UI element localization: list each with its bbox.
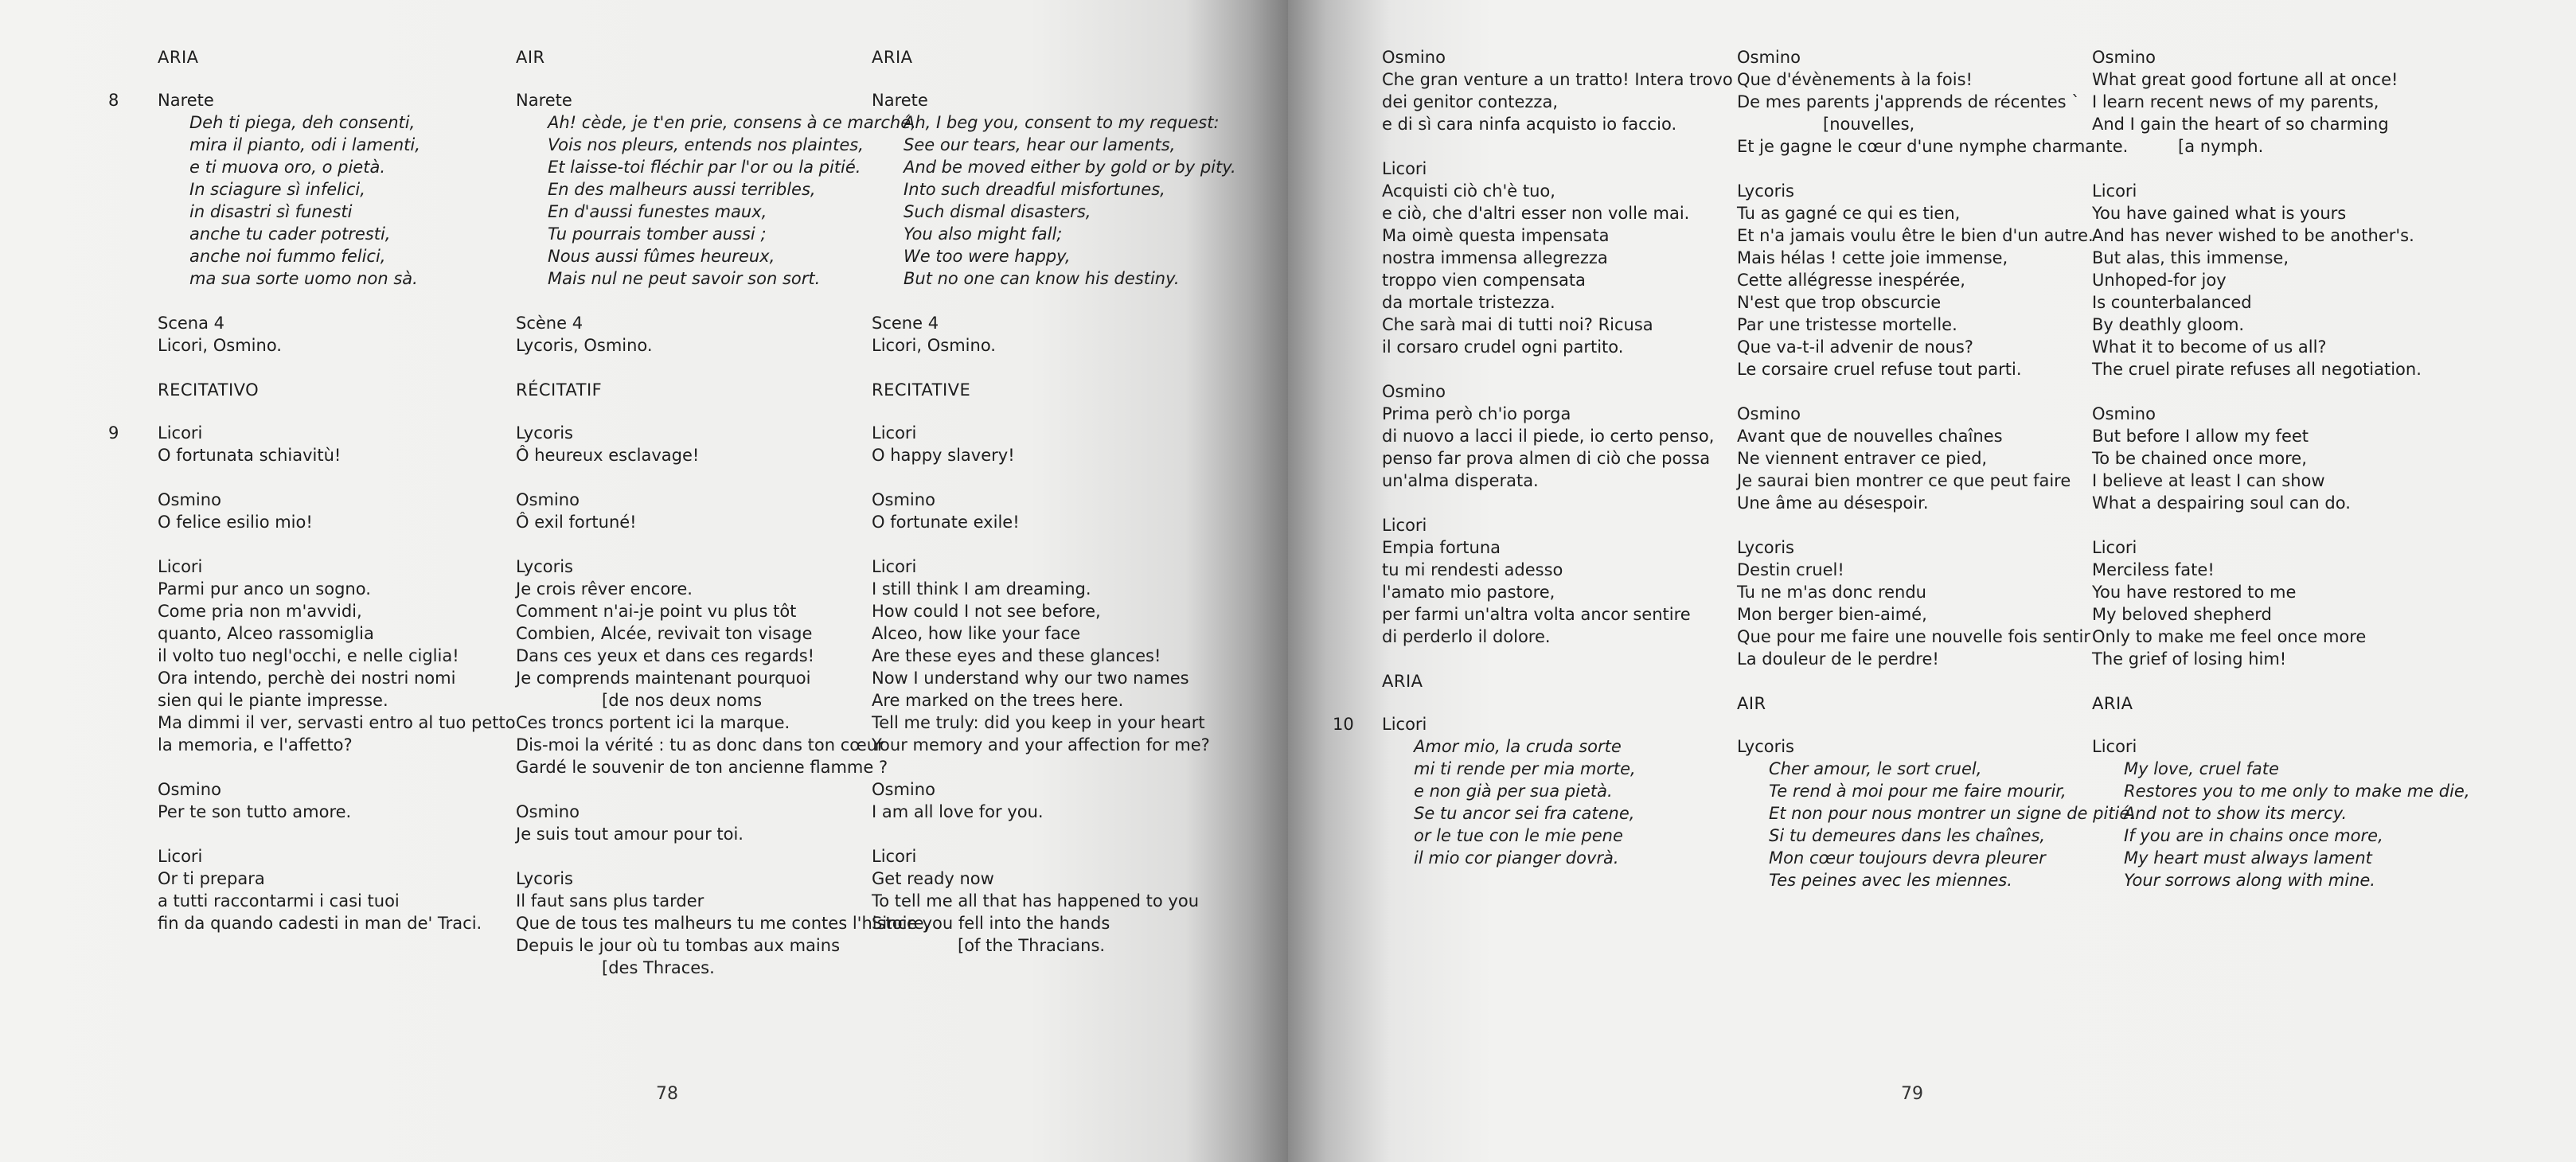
verse-line: Depuis le jour où tu tombas aux mains: [516, 936, 841, 955]
verse-line: Ah! cède, je t'en prie, consens à ce marché,: [548, 113, 916, 132]
verse-line: [of the Thracians.: [958, 936, 1106, 955]
speech-block: [1737, 536, 2091, 670]
verse-line: My love, cruel fate: [2124, 759, 2279, 778]
speech-block: [872, 556, 1246, 756]
verse-line: O happy slavery!: [872, 446, 1015, 465]
speaker-name: Lycoris: [1737, 737, 1795, 756]
verse-line: Mais hélas ! cette joie immense,: [1737, 248, 2008, 267]
verse-line: Cher amour, le sort cruel,: [1769, 759, 1982, 778]
verse-line: Ne viennent entraver ce pied,: [1737, 449, 1988, 468]
speaker-name: Licori: [158, 557, 203, 576]
speech-block: [1382, 46, 1733, 135]
verse-line: or le tue con le mie pene: [1414, 826, 1623, 845]
verse-line: Destin cruel!: [1737, 560, 1844, 579]
speech-block: [516, 868, 930, 979]
verse-line: Et n'a jamais voulu être le bien d'un autre.: [1737, 226, 2094, 245]
section-heading: ARIA: [2092, 694, 2133, 713]
speaker-name: Licori: [872, 557, 917, 576]
verse-line: O felice esilio mio!: [158, 513, 313, 532]
speech-block: [516, 422, 866, 466]
verse-line: La douleur de le perdre!: [1737, 649, 1939, 669]
verse-line: Deh ti piega, deh consenti,: [189, 113, 416, 132]
verse-line: da mortale tristezza.: [1382, 293, 1555, 312]
verse-line: You have restored to me: [2092, 583, 2297, 602]
verse-line: Your sorrows along with mine.: [2124, 871, 2375, 890]
verse-line: My beloved shepherd: [2092, 605, 2272, 624]
speaker-name: Licori: [2092, 538, 2137, 557]
speaker-name: Lycoris: [516, 557, 574, 576]
verse-line: N'est que trop obscurcie: [1737, 293, 1942, 312]
scene-block: [516, 312, 866, 357]
verse-line: Ma oimè questa impensata: [1382, 226, 1610, 245]
verse-line: Mon berger bien-aimé,: [1737, 605, 1927, 624]
verse-line: Che sarà mai di tutti noi? Ricusa: [1382, 315, 1653, 334]
speaker-name: Licori: [1382, 715, 1427, 734]
verse-line: l'amato mio pastore,: [1382, 583, 1555, 602]
verse-line: Nous aussi fûmes heureux,: [548, 247, 775, 266]
verse-line: Le corsaire cruel refuse tout parti.: [1737, 360, 2022, 379]
section-heading: RECITATIVO: [158, 380, 260, 400]
verse-line: la memoria, e l'affetto?: [158, 735, 353, 755]
verse-line: I am all love for you.: [872, 802, 1044, 821]
speaker-name: Licori: [872, 423, 917, 443]
speech-block: [872, 489, 1246, 533]
section-heading: ARIA: [872, 48, 913, 67]
speech-block: [872, 422, 1246, 466]
verse-line: Te rend à moi pour me faire mourir,: [1769, 782, 2067, 801]
verse-line: [des Thraces.: [602, 958, 715, 977]
verse-line: penso far prova almen di ciò che possa: [1382, 449, 1711, 468]
track-number: 8: [108, 91, 119, 110]
section-heading: ARIA: [158, 48, 199, 67]
speech-block: [2092, 46, 2466, 158]
verse-line: Licori, Osmino.: [872, 336, 996, 355]
column-italian: [1333, 46, 1733, 891]
verse-line: [de nos deux noms: [602, 691, 763, 710]
speech-block: [2092, 536, 2466, 670]
verse-line: quanto, Alceo rassomiglia: [158, 624, 374, 643]
verse-line: nostra immensa allegrezza: [1382, 248, 1608, 267]
verse-line: Tes peines avec les miennes.: [1769, 871, 2012, 890]
verse-line: Et je gagne le cœur d'une nymphe charmante.: [1737, 137, 2129, 156]
verse-line: Acquisti ciò ch'è tuo,: [1382, 181, 1555, 201]
verse-line: Come pria non m'avvidi,: [158, 602, 362, 621]
verse-line: il corsaro crudel ogni partito.: [1382, 337, 1624, 357]
verse-line: Tu as gagné ce qui es tien,: [1737, 204, 1961, 223]
speech-block: [158, 845, 500, 934]
speech-block: [872, 778, 1246, 823]
verse-line: Ma dimmi il ver, servasti entro al tuo petto: [158, 713, 516, 732]
speaker-name: Licori: [158, 847, 203, 866]
verse-line: [a nymph.: [2178, 137, 2264, 156]
verse-line: Une âme au désespoir.: [1737, 493, 1929, 513]
section-heading: RECITATIVE: [872, 380, 971, 400]
speaker-name: Osmino: [872, 490, 935, 509]
track-number: 10: [1333, 715, 1354, 734]
verse-line: I believe at least I can show: [2092, 471, 2325, 490]
verse-line: En d'aussi funestes maux,: [548, 202, 767, 221]
verse-line: And has never wished to be another's.: [2092, 226, 2414, 245]
verse-line: De mes parents j'apprends de récentes `: [1737, 92, 2080, 111]
speech-block: [108, 89, 500, 290]
verse-line: anche tu cader potresti,: [189, 224, 391, 244]
verse-line: Je crois rêver encore.: [516, 579, 693, 599]
verse-line: Que va-t-il advenir de nous?: [1737, 337, 1973, 357]
verse-line: Now I understand why our two names: [872, 669, 1189, 688]
verse-line: Ora intendo, perchè dei nostri nomi: [158, 669, 456, 688]
verse-line: Il faut sans plus tarder: [516, 891, 704, 910]
verse-line: And I gain the heart of so charming: [2092, 115, 2389, 134]
verse-line: Merciless fate!: [2092, 560, 2215, 579]
verse-line: Lycoris, Osmino.: [516, 336, 653, 355]
verse-line: To tell me all that has happened to you: [872, 891, 1199, 910]
verse-line: dei genitor contezza,: [1382, 92, 1558, 111]
speaker-name: Osmino: [158, 780, 221, 799]
scene-block: [158, 312, 500, 357]
verse-line: Que d'évènements à la fois!: [1737, 70, 1973, 89]
verse-line: Vois nos pleurs, entends nos plaintes,: [548, 135, 864, 154]
verse-line: Licori, Osmino.: [158, 336, 282, 355]
verse-line: Mon cœur toujours devra pleurer: [1769, 848, 2046, 868]
speech-block: [108, 422, 500, 466]
verse-line: Gardé le souvenir de ton ancienne flamme ?: [516, 758, 888, 777]
verse-line: Is counterbalanced: [2092, 293, 2252, 312]
verse-line: But no one can know his destiny.: [904, 269, 1180, 288]
verse-line: What it to become of us all?: [2092, 337, 2327, 357]
section-heading: RÉCITATIF: [516, 380, 603, 400]
verse-line: Dans ces yeux et dans ces regards!: [516, 646, 815, 665]
column-english: [872, 46, 1246, 979]
verse-line: Et laisse-toi fléchir par l'or ou la pitié.: [548, 158, 861, 177]
verse-line: O fortunate exile!: [872, 513, 1020, 532]
verse-line: Your memory and your affection for me?: [872, 735, 1210, 755]
verse-line: En des malheurs aussi terribles,: [548, 180, 816, 199]
verse-line: Scène 4: [516, 314, 584, 333]
page-number: 79: [1901, 1084, 1923, 1104]
verse-line: The cruel pirate refuses all negotiation.: [2092, 360, 2422, 379]
speaker-name: Osmino: [1737, 48, 1801, 67]
verse-line: Je saurai bien montrer ce que peut faire: [1737, 471, 2071, 490]
verse-line: il mio cor pianger dovrà.: [1414, 848, 1619, 868]
verse-line: Alceo, how like your face: [872, 624, 1081, 643]
verse-line: Avant que de nouvelles chaînes: [1737, 427, 2003, 446]
verse-line: See our tears, hear our laments,: [904, 135, 1176, 154]
verse-line: You have gained what is yours: [2092, 204, 2347, 223]
verse-line: Amor mio, la cruda sorte: [1414, 737, 1622, 756]
speech-block: [516, 89, 916, 290]
verse-line: How could I not see before,: [872, 602, 1101, 621]
column-english: [2092, 46, 2470, 914]
verse-line: Que pour me faire une nouvelle fois sentir: [1737, 627, 2091, 646]
speech-block: [872, 845, 1246, 957]
verse-line: a tutti raccontarmi i casi tuoi: [158, 891, 400, 910]
verse-line: e di sì cara ninfa acquisto io faccio.: [1382, 115, 1677, 134]
verse-line: Are marked on the trees here.: [872, 691, 1124, 710]
verse-line: e non già per sua pietà.: [1414, 782, 1613, 801]
verse-line: Dis-moi la vérité : tu as donc dans ton cœur: [516, 735, 884, 755]
speech-block: [516, 489, 866, 533]
verse-line: Only to make me feel once more: [2092, 627, 2367, 646]
verse-line: Par une tristesse mortelle.: [1737, 315, 1957, 334]
verse-line: Empia fortuna: [1382, 538, 1501, 557]
speech-block: [2092, 180, 2466, 380]
verse-line: What a despairing soul can do.: [2092, 493, 2351, 513]
verse-line: What great good fortune all at once!: [2092, 70, 2398, 89]
verse-line: Scena 4: [158, 314, 225, 333]
speech-block: [1333, 713, 1724, 869]
verse-line: Since you fell into the hands: [872, 914, 1110, 933]
verse-line: But alas, this immense,: [2092, 248, 2289, 267]
speech-block: [2092, 403, 2466, 514]
verse-line: Are these eyes and these glances!: [872, 646, 1161, 665]
verse-line: un'alma disperata.: [1382, 471, 1539, 490]
speaker-name: Osmino: [1382, 382, 1446, 401]
verse-line: mi ti rende per mia morte,: [1414, 759, 1636, 778]
verse-line: And not to show its mercy.: [2124, 804, 2348, 823]
speech-block: [872, 89, 1246, 290]
verse-line: mira il pianto, odi i lamenti,: [189, 135, 420, 154]
verse-line: il volto tuo negl'occhi, e nelle ciglia!: [158, 646, 459, 665]
verse-line: Et non pour nous montrer un signe de pitié.: [1769, 804, 2135, 823]
verse-line: Parmi pur anco un sogno.: [158, 579, 371, 599]
speaker-name: Lycoris: [1737, 538, 1795, 557]
speaker-name: Osmino: [516, 490, 580, 509]
verse-line: I learn recent news of my parents,: [2092, 92, 2379, 111]
speaker-name: Narete: [872, 91, 928, 110]
speaker-name: Osmino: [1382, 48, 1446, 67]
speaker-name: Lycoris: [1737, 181, 1795, 201]
speaker-name: Osmino: [2092, 48, 2156, 67]
verse-line: di perderlo il dolore.: [1382, 627, 1551, 646]
speech-block: [1737, 180, 2094, 380]
speaker-name: Osmino: [2092, 404, 2156, 423]
speech-block: [158, 556, 516, 756]
speaker-name: Narete: [516, 91, 572, 110]
speech-block: [1382, 514, 1724, 648]
verse-line: e ti muova oro, o pietà.: [189, 158, 385, 177]
verse-line: Tu ne m'as donc rendu: [1737, 583, 1926, 602]
verse-line: Prima però ch'io porga: [1382, 404, 1571, 423]
verse-line: Comment n'ai-je point vu plus tôt: [516, 602, 797, 621]
speaker-name: Lycoris: [516, 869, 574, 888]
verse-line: Per te son tutto amore.: [158, 802, 352, 821]
speaker-name: Licori: [2092, 181, 2137, 201]
verse-line: di nuovo a lacci il piede, io certo penso,: [1382, 427, 1715, 446]
speaker-name: Licori: [1382, 516, 1427, 535]
verse-line: [nouvelles,: [1823, 115, 1915, 134]
speaker-name: Osmino: [516, 802, 580, 821]
verse-line: Into such dreadful misfortunes,: [904, 180, 1165, 199]
verse-line: Ô exil fortuné!: [516, 513, 637, 532]
verse-line: Scene 4: [872, 314, 939, 333]
verse-line: If you are in chains once more,: [2124, 826, 2383, 845]
speaker-name: Licori: [1382, 159, 1427, 178]
verse-line: Or ti prepara: [158, 869, 265, 888]
verse-line: You also might fall;: [904, 224, 1063, 244]
column-italian: [108, 46, 516, 957]
speaker-name: Licori: [158, 423, 203, 443]
verse-line: Unhoped-for joy: [2092, 271, 2227, 290]
speaker-name: Lycoris: [516, 423, 574, 443]
verse-line: We too were happy,: [904, 247, 1071, 266]
speaker-name: Narete: [158, 91, 214, 110]
speaker-name: Osmino: [158, 490, 221, 509]
verse-line: Get ready now: [872, 869, 994, 888]
verse-line: Ô heureux esclavage!: [516, 446, 700, 465]
track-number: 9: [108, 423, 119, 443]
verse-line: Ah, I beg you, consent to my request:: [904, 113, 1220, 132]
speech-block: [516, 556, 888, 778]
verse-line: Combien, Alcée, revivait ton visage: [516, 624, 813, 643]
verse-line: per farmi un'altra volta ancor sentire: [1382, 605, 1691, 624]
verse-line: Que de tous tes malheurs tu me contes l'histoire,: [516, 914, 930, 933]
verse-line: And be moved either by gold or by pity.: [904, 158, 1236, 177]
section-heading: AIR: [516, 48, 545, 67]
verse-line: Che gran venture a un tratto! Intera trovo: [1382, 70, 1733, 89]
verse-line: O fortunata schiavitù!: [158, 446, 342, 465]
verse-line: The grief of losing him!: [2092, 649, 2287, 669]
verse-line: Je comprends maintenant pourquoi: [516, 669, 811, 688]
speech-block: [158, 489, 500, 533]
section-heading: AIR: [1737, 694, 1766, 713]
verse-line: Ces troncs portent ici la marque.: [516, 713, 790, 732]
verse-line: But before I allow my feet: [2092, 427, 2309, 446]
verse-line: troppo vien compensata: [1382, 271, 1586, 290]
verse-line: My heart must always lament: [2124, 848, 2372, 868]
verse-line: Se tu ancor sei fra catene,: [1414, 804, 1635, 823]
verse-line: in disastri sì funesti: [189, 202, 353, 221]
speech-block: [2092, 735, 2470, 891]
verse-line: Tell me truly: did you keep in your heart: [872, 713, 1205, 732]
speaker-name: Osmino: [872, 780, 935, 799]
speaker-name: Licori: [872, 847, 917, 866]
speech-block: [1737, 46, 2129, 158]
verse-line: ma sua sorte uomo non sà.: [189, 269, 418, 288]
speech-block: [1737, 403, 2087, 514]
verse-line: fin da quando cadesti in man de' Traci.: [158, 914, 482, 933]
verse-line: sien qui le piante impresse.: [158, 691, 388, 710]
verse-line: I still think I am dreaming.: [872, 579, 1091, 599]
verse-line: In sciagure sì infelici,: [189, 180, 365, 199]
verse-line: To be chained once more,: [2092, 449, 2307, 468]
scene-block: [872, 312, 1246, 357]
speech-block: [1382, 380, 1724, 492]
page-79: [1288, 0, 2576, 1162]
verse-line: Si tu demeures dans les chaînes,: [1769, 826, 2046, 845]
section-heading: ARIA: [1382, 672, 1423, 691]
page-number: 78: [656, 1084, 678, 1104]
speaker-name: Licori: [2092, 737, 2137, 756]
speech-block: [158, 778, 500, 823]
verse-line: tu mi rendesti adesso: [1382, 560, 1563, 579]
verse-line: Je suis tout amour pour toi.: [516, 825, 744, 844]
verse-line: Such dismal disasters,: [904, 202, 1091, 221]
speaker-name: Osmino: [1737, 404, 1801, 423]
verse-line: Tu pourrais tomber aussi ;: [548, 224, 767, 244]
verse-line: Mais nul ne peut savoir son sort.: [548, 269, 821, 288]
verse-line: Cette allégresse inespérée,: [1737, 271, 1965, 290]
verse-line: e ciò, che d'altri esser non volle mai.: [1382, 204, 1690, 223]
verse-line: anche noi fummo felici,: [189, 247, 386, 266]
verse-line: By deathly gloom.: [2092, 315, 2245, 334]
verse-line: Restores you to me only to make me die,: [2124, 782, 2470, 801]
speech-block: [516, 801, 866, 845]
speech-block: [1382, 158, 1724, 358]
